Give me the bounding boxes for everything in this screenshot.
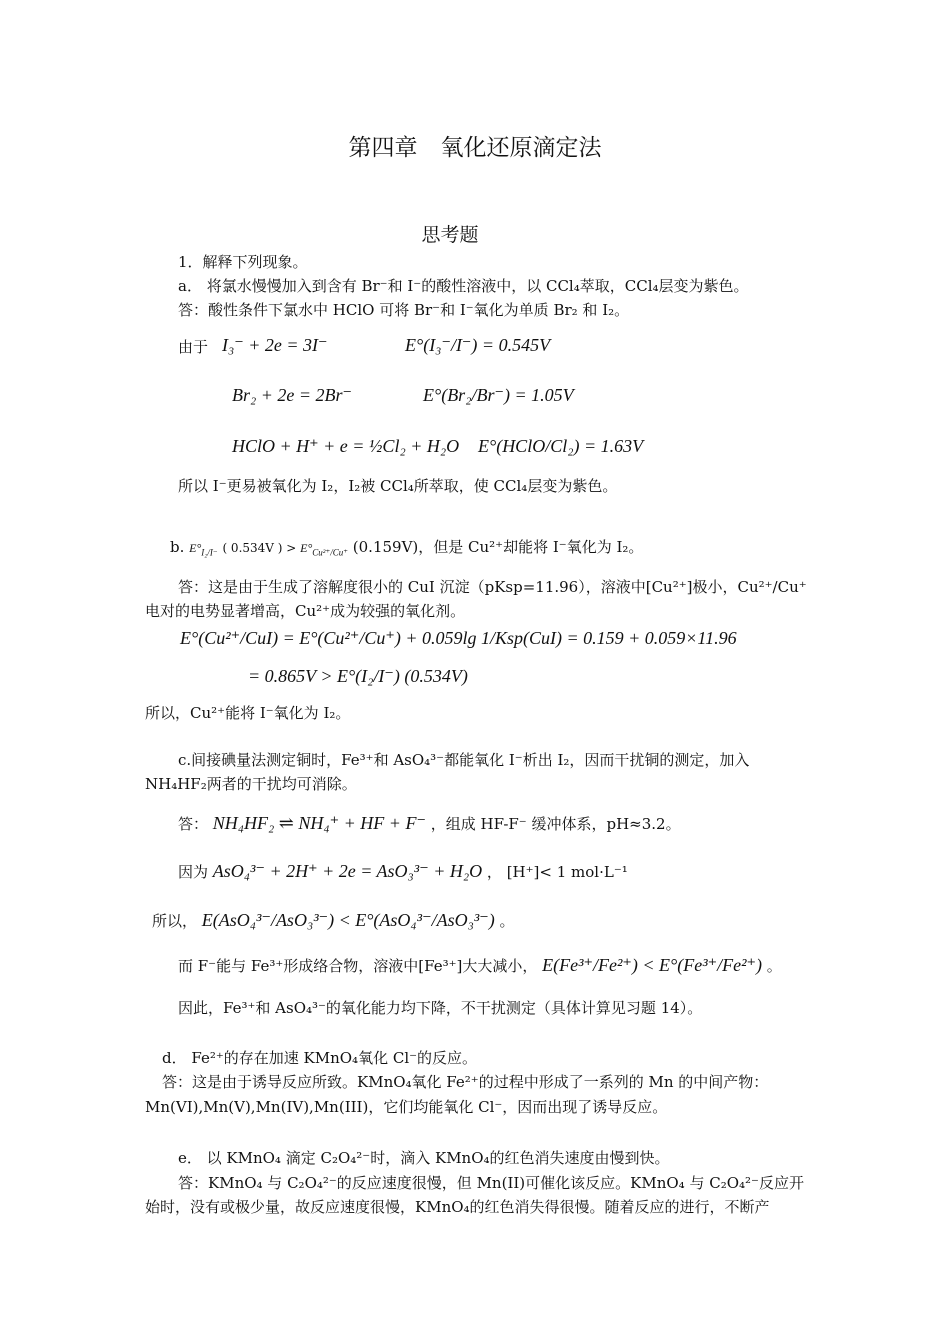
equation-2-left: Br₂ + 2e = 2Br⁻ [232, 385, 353, 405]
answer-d-line-2: Mn(VI),Mn(V),Mn(IV),Mn(III)，它们均能氧化 Cl⁻，因而出现了诱导反应。 [145, 1098, 668, 1116]
answer-e-line-2: 始时，没有或极少量，故反应速度很慢，KMnO₄的红色消失得很慢。随着反应的进行，不断产 [145, 1198, 770, 1216]
because-c-equation: AsO₄³⁻ + 2H⁺ + 2e = AsO₃³⁻ + H₂O [212, 861, 483, 881]
answer-e-line-1: 答：KMnO₄ 与 C₂O₄²⁻的反应速度很慢，但 Mn(II)可催化该反应。KMnO₄ 与 C₂O₄²⁻反应开 [178, 1174, 804, 1192]
question-b-tail: (0.159V)，但是 Cu²⁺却能将 I⁻氧化为 I₂。 [352, 538, 644, 556]
fe-complex-end: 。 [766, 957, 782, 975]
section-title: 思考题 [421, 224, 479, 246]
answer-d-line-1: 答：这是由于诱导反应所致。KMnO₄氧化 Fe²⁺的过程中形成了一系列的 Mn 的中间产物： [162, 1073, 769, 1091]
therefore-c: 因此，Fe³⁺和 AsO₄³⁻的氧化能力均下降，不干扰测定（具体计算见习题 14）。 [178, 999, 703, 1017]
because-c-label: 因为 [178, 863, 209, 881]
chapter-title: 第四章 氧化还原滴定法 [348, 135, 602, 161]
since-label: 由于 [178, 338, 209, 356]
fe-complex [178, 955, 782, 976]
so-c [152, 910, 515, 931]
equation-3-left: HClO + H⁺ + e = ½Cl₂ + H₂O [232, 436, 460, 456]
equation-b-2: = 0.865V > E°(I₂/I⁻) (0.534V) [248, 666, 468, 686]
so-c-end: 。 [499, 912, 515, 930]
answer-b-line-2: 电对的电势显著增高，Cu²⁺成为较强的氧化剂。 [145, 602, 466, 620]
fe-complex-equation: E(Fe³⁺/Fe²⁺) < E°(Fe³⁺/Fe²⁺) [542, 955, 762, 975]
question-b-value: ( 0.534V ) > [222, 541, 301, 555]
answer-c-label: 答： [178, 815, 209, 833]
because-c-sep: ， [486, 863, 507, 881]
answer-b-line-1: 答：这是由于生成了溶解度很小的 CuI 沉淀（pKsp=11.96），溶液中[Cu²⁺]极小，Cu²⁺/Cu⁺ [178, 578, 807, 596]
question-b-potential-cu: $E^\circ_{Cu^{2+}/Cu^+}$ [300, 541, 348, 558]
equation-1-right: E°(I₃⁻/I⁻) = 0.545V [405, 335, 551, 355]
conclusion-a: 所以 I⁻更易被氧化为 I₂，I₂被 CCl₄所萃取，使 CCl₄层变为紫色。 [178, 477, 618, 495]
question-d: d． Fe²⁺的存在加速 KMnO₄氧化 Cl⁻的反应。 [162, 1049, 478, 1067]
fe-complex-text: 而 F⁻能与 Fe³⁺形成络合物，溶液中[Fe³⁺]大大减小， [178, 957, 538, 975]
answer-a: 答：酸性条件下氯水中 HClO 可将 Br⁻和 I⁻氧化为单质 Br₂ 和 I₂。 [178, 301, 630, 319]
question-b [170, 537, 643, 558]
equation-1-left: I₃⁻ + 2e = 3I⁻ [222, 335, 328, 355]
because-c-tail: [H⁺]< 1 mol·L⁻¹ [506, 863, 628, 881]
question-b-label: b. [170, 538, 190, 556]
equation-2-right: E°(Br₂/Br⁻) = 1.05V [423, 385, 574, 405]
equation-b-1: E°(Cu²⁺/CuI) = E°(Cu²⁺/Cu⁺) + 0.059lg 1/Ksp(CuI) = 0.159 + 0.059×11.96 [180, 628, 737, 648]
conclusion-b: 所以，Cu²⁺能将 I⁻氧化为 I₂。 [145, 704, 351, 722]
answer-c-tail: ，组成 HF-F⁻ 缓冲体系，pH≈3.2。 [430, 815, 681, 833]
equation-3-right: E°(HClO/Cl₂) = 1.63V [478, 436, 644, 456]
answer-c-equation: NH₄HF₂ ⇌ NH₄⁺ + HF + F⁻ [212, 813, 426, 833]
so-c-equation: E(AsO₄³⁻/AsO₃³⁻) < E°(AsO₄³⁻/AsO₃³⁻) [201, 910, 495, 930]
answer-c [178, 813, 681, 834]
question-a: a． 将氯水慢慢加入到含有 Br⁻和 I⁻的酸性溶液中，以 CCl₄萃取，CCl₄层变为紫色。 [178, 277, 749, 295]
so-c-label: 所以， [152, 912, 198, 930]
because-c [178, 861, 628, 882]
question-c-line-1: c.间接碘量法测定铜时，Fe³⁺和 AsO₄³⁻都能氧化 I⁻析出 I₂，因而干扰铜的测定，加入 [178, 751, 750, 769]
question-b-potential-i2: $E^\circ_{I_2/I^-}$ [189, 541, 218, 558]
question-c-line-2: NH₄HF₂两者的干扰均可消除。 [145, 775, 357, 793]
question-e: e． 以 KMnO₄ 滴定 C₂O₄²⁻时，滴入 KMnO₄的红色消失速度由慢到快。 [178, 1149, 670, 1167]
question-1: 1．解释下列现象。 [178, 253, 308, 271]
